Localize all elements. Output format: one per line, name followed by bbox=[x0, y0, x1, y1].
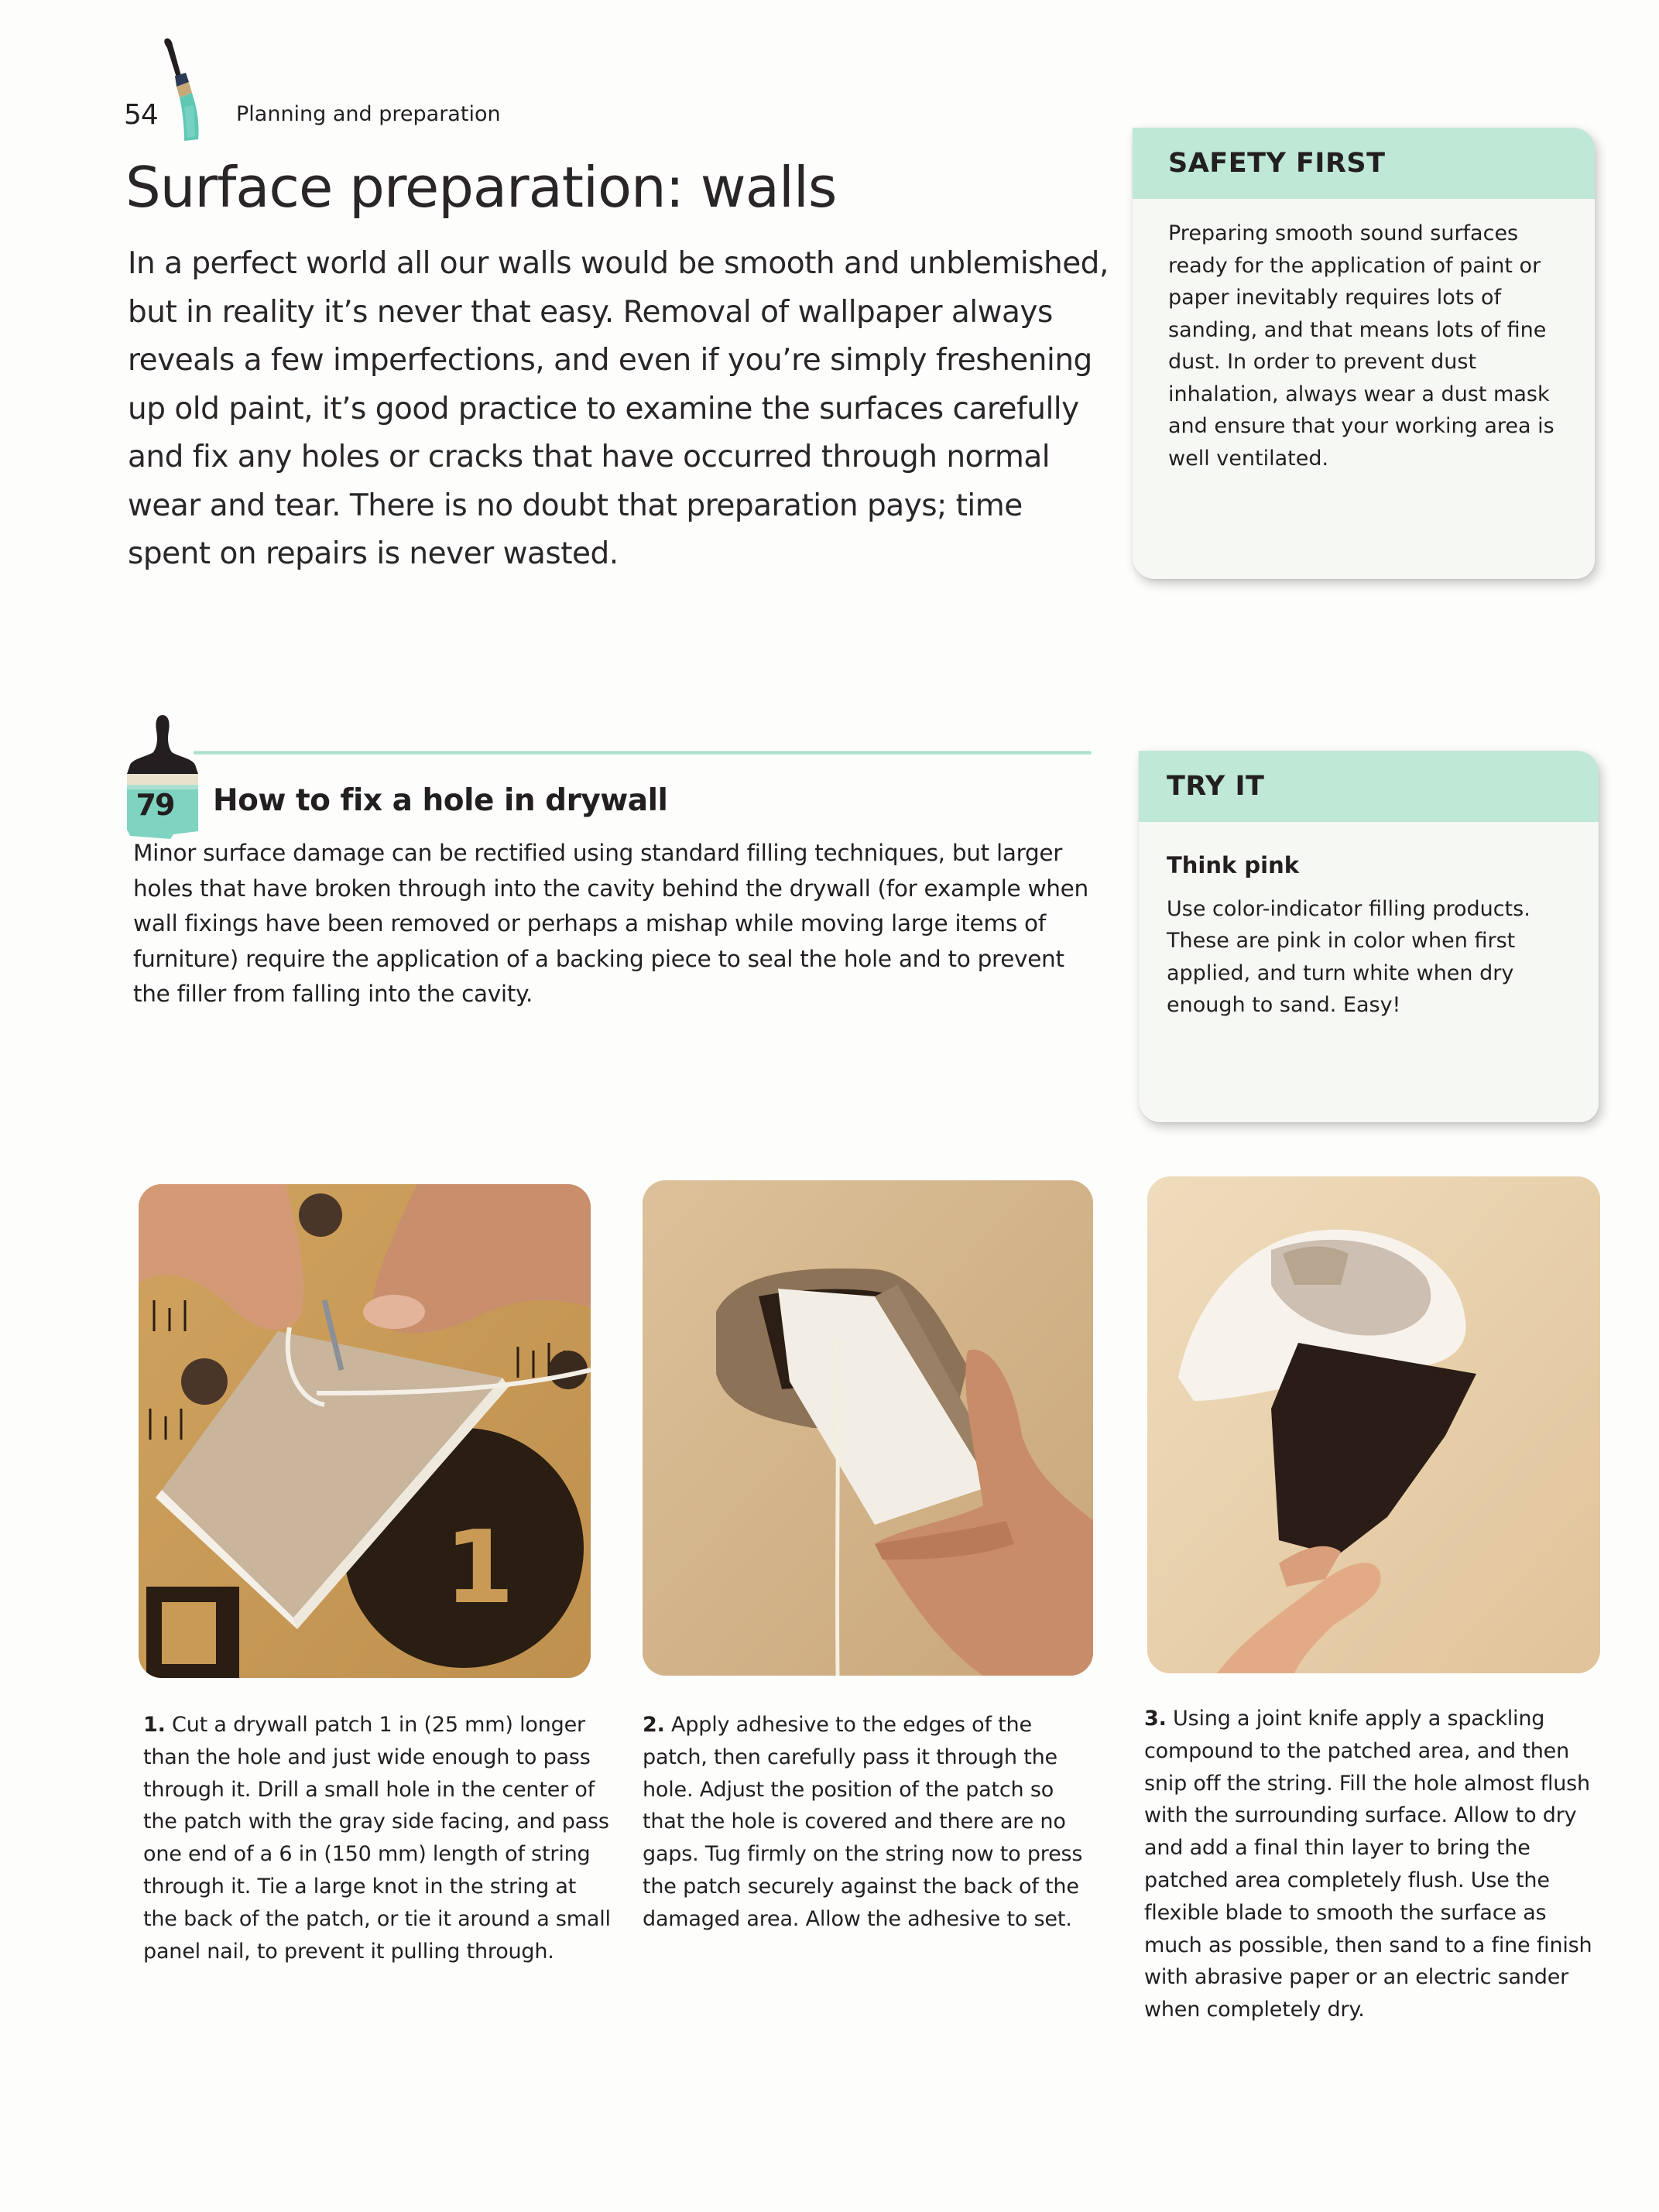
tip-divider bbox=[194, 751, 1092, 755]
running-header bbox=[116, 22, 581, 130]
step-1-number: 1. bbox=[143, 1713, 166, 1737]
tip-title: How to fix a hole in drywall bbox=[213, 783, 668, 818]
try-it-label: TRY IT bbox=[1167, 771, 1265, 802]
safety-first-box bbox=[1133, 128, 1595, 579]
safety-first-body: Preparing smooth sound surfaces ready for the application of paint or paper inevitably requires lots of sanding, and that means lots of fine dust. In order to prevent dust inhalation, always wear a dust mask and ensure that your working area is well ventilated. bbox=[1168, 221, 1554, 471]
safety-first-label: SAFETY FIRST bbox=[1168, 148, 1386, 179]
step-3-number: 3. bbox=[1144, 1707, 1167, 1731]
step-1-photo bbox=[139, 1184, 591, 1678]
step-2-number: 2. bbox=[643, 1713, 665, 1737]
tip-number-badge: 79 bbox=[135, 788, 174, 822]
try-it-body bbox=[1139, 822, 1599, 1022]
step-3-photo bbox=[1147, 1176, 1600, 1673]
step-3-text: Using a joint knife apply a spackling compound to the patched area, and then snip off the string. Fill the hole almost flush with the surrounding surface. Allow to dry and add a final thin layer to bring the patched area completely flush. Use the flexible blade to smooth the surface as much as possible, then sand to a fine finish with abrasive paper or an electric sander when completely dry. bbox=[1144, 1707, 1592, 2022]
step-2-text: Apply adhesive to the edges of the patch, then carefully pass it through the hole. Adjust the position of the patch so that the hole is covered and there are no gaps. Tug firmly on the string now to press the patch securely against the back of the damaged area. Allow the adhesive to set. bbox=[643, 1713, 1083, 1931]
step-3-caption bbox=[1144, 1703, 1609, 2026]
tip-intro: Minor surface damage can be rectified using standard filling techniques, but larger holes that have broken through into the cavity behind the drywall (for example when wall fixings have been removed or perhaps a mishap while moving large items of furniture) require the application of a backing piece to seal the hole and to prevent the filler from falling into the cavity. bbox=[133, 840, 1088, 1007]
safety-first-header bbox=[1133, 128, 1595, 199]
page-title: Surface preparation: walls bbox=[125, 155, 837, 220]
step-2-caption bbox=[643, 1709, 1099, 1936]
try-it-box bbox=[1139, 751, 1599, 1122]
section-name: Planning and preparation bbox=[236, 102, 501, 126]
step-2-photo bbox=[643, 1180, 1093, 1676]
try-it-header bbox=[1139, 751, 1599, 822]
intro-paragraph: In a perfect world all our walls would be smooth and unblemished, but in reality it’s never that easy. Removal of wallpaper always reveals a few imperfections, and even if you’re simply freshening up old paint, it’s good practice to examine the surfaces carefully and fix any holes or cracks that have occurred through normal wear and tear. There is no doubt that preparation pays; time spent on repairs is never wasted. bbox=[128, 246, 1109, 571]
step-1-caption bbox=[143, 1709, 612, 1967]
try-it-text: Use color-indicator filling products. These are pink in color when first applied, and turn white when dry enough to sand. Easy! bbox=[1167, 896, 1530, 1017]
svg-text:1: 1 bbox=[444, 1508, 515, 1626]
paintbrush-icon bbox=[158, 37, 220, 146]
page-number: 54 bbox=[124, 99, 158, 131]
try-it-subhead: Think pink bbox=[1167, 852, 1300, 878]
step-1-text: Cut a drywall patch 1 in (25 mm) longer than the hole and just wide enough to pass through it. Drill a small hole in the center of the patch with the gray side facing, and pass one end of a 6 in (150 mm) length of string through it. Tie a large knot in the string at the back of the patch, or tie it around a small panel nail, to prevent it pulling through. bbox=[143, 1713, 611, 1964]
